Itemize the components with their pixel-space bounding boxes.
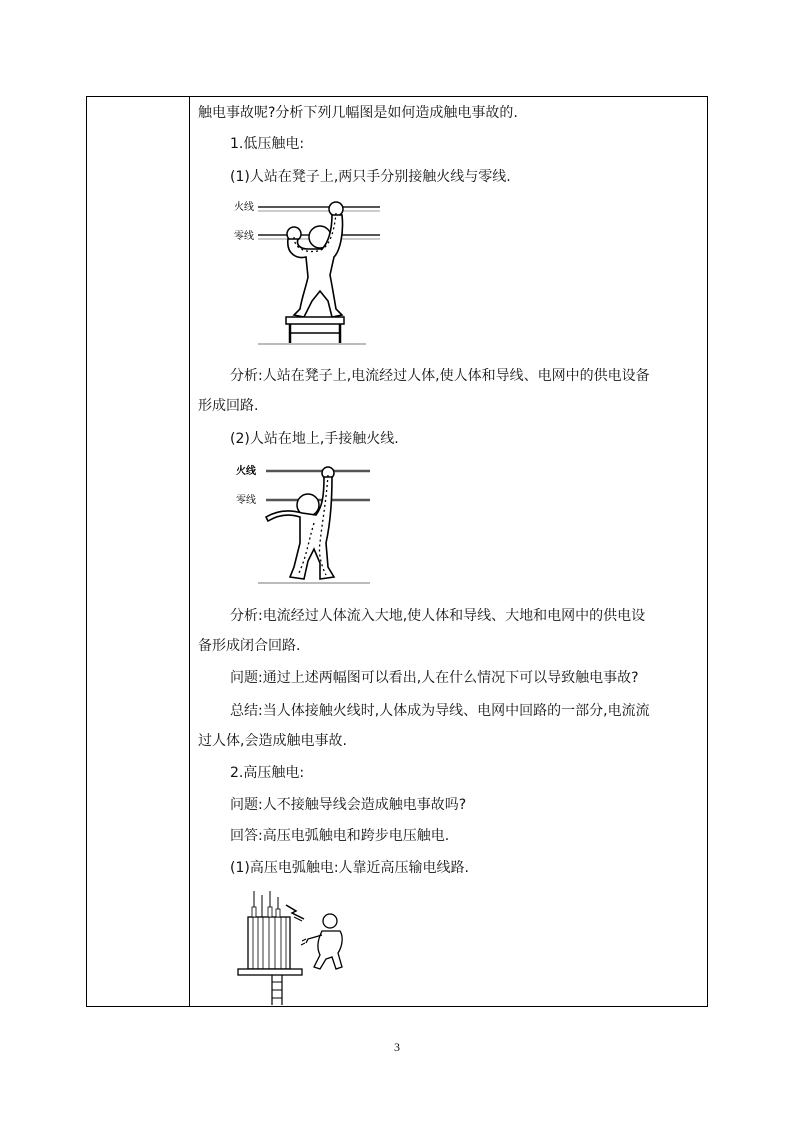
page-number: 3	[394, 1040, 400, 1054]
lesson-table	[86, 96, 708, 1007]
text-line: 形成回路.	[198, 398, 259, 414]
summary-line: 过人体,会造成触电事故.	[198, 733, 347, 749]
figure-high-voltage-arc	[228, 887, 378, 1009]
text-line: (2)人站在地上,手接触火线.	[230, 431, 399, 447]
section-heading: 1.低压触电:	[230, 136, 305, 152]
section-heading: 2.高压触电:	[230, 765, 305, 781]
figure-stool-two-wires	[228, 197, 388, 353]
neutral-wire-label: 零线	[236, 495, 256, 506]
column-divider	[189, 97, 190, 1006]
figure-ground-live-wire	[228, 463, 388, 593]
text-line: 触电事故呢?分析下列几幅图是如何造成触电事故的.	[198, 105, 518, 121]
question-line: 问题:通过上述两幅图可以看出,人在什么情况下可以导致触电事故?	[230, 670, 639, 686]
text-line: 分析:电流经过人体流入大地,使人体和导线、大地和电网中的供电设	[230, 608, 646, 624]
answer-line: 回答:高压电弧触电和跨步电压触电.	[230, 828, 450, 844]
text-line: 备形成闭合回路.	[198, 638, 301, 654]
neutral-wire-label: 零线	[234, 231, 254, 242]
text-line: 分析:人站在凳子上,电流经过人体,使人体和导线、电网中的供电设备	[230, 368, 650, 384]
summary-line: 总结:当人体接触火线时,人体成为导线、电网中回路的一部分,电流流	[230, 703, 650, 719]
text-line: (1)高压电弧触电:人靠近高压输电线路.	[230, 860, 469, 876]
live-wire-label: 火线	[234, 202, 254, 213]
question-line: 问题:人不接触导线会造成触电事故吗?	[230, 797, 467, 813]
live-wire-label: 火线	[236, 466, 256, 477]
text-line: (1)人站在凳子上,两只手分别接触火线与零线.	[230, 169, 511, 185]
